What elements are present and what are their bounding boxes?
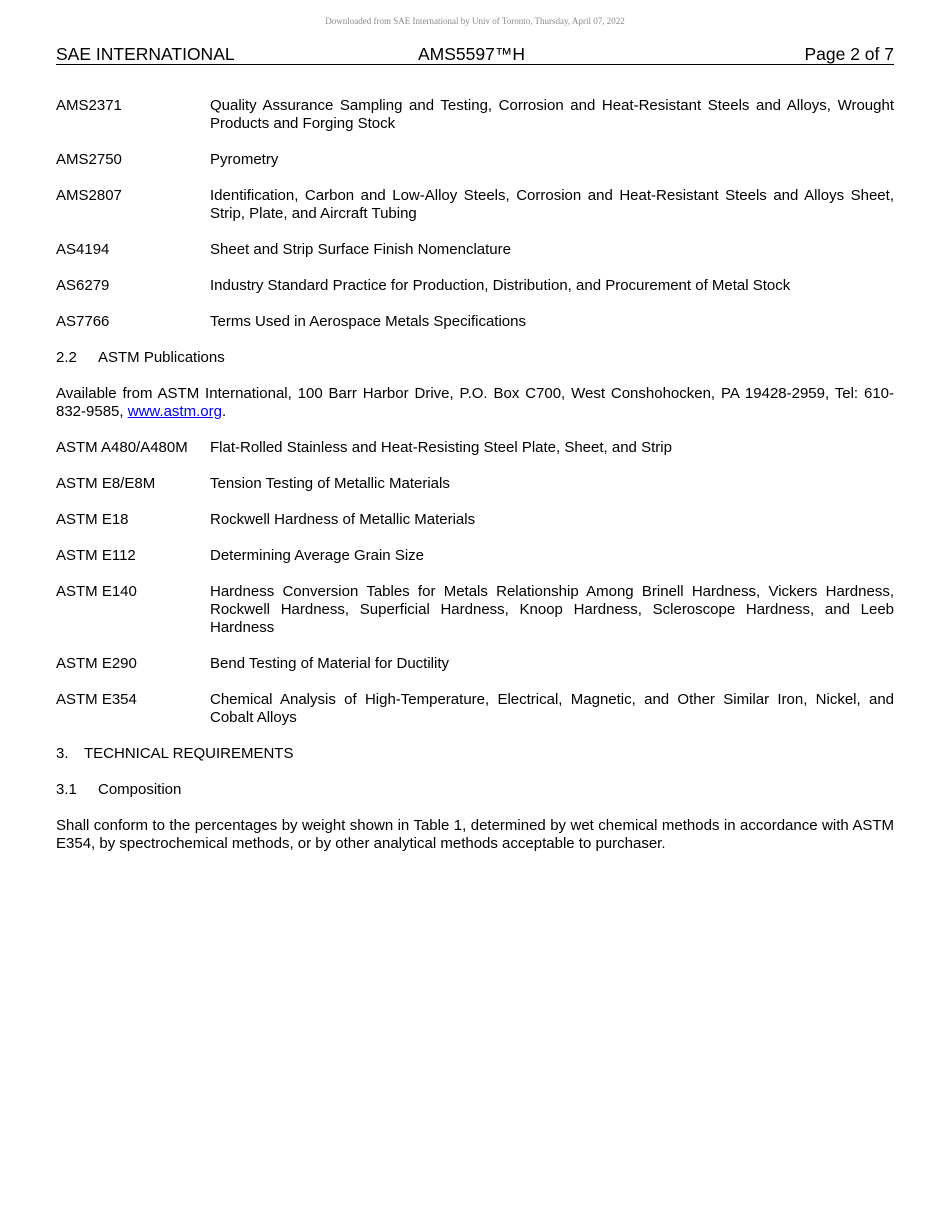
- astm-intro-end: .: [221, 403, 227, 420]
- reference-row: [56, 151, 894, 169]
- page-header: [56, 44, 894, 65]
- reference-title: Industry Standard Practice for Production, Distribution, and Procurement of Metal Stock: [210, 277, 791, 294]
- section-number: 3.1: [56, 781, 77, 798]
- document-body: [56, 97, 894, 871]
- reference-code: AS7766: [56, 313, 110, 330]
- header-publisher: SAE INTERNATIONAL: [56, 44, 235, 64]
- section-heading-composition: [56, 781, 894, 799]
- reference-row: [56, 241, 894, 259]
- astm-availability-paragraph: [56, 385, 894, 421]
- reference-code: AMS2371: [56, 97, 122, 114]
- reference-row: [56, 547, 894, 565]
- reference-code: ASTM E112: [56, 547, 136, 564]
- composition-paragraph: Shall conform to the percentages by weight shown in Table 1, determined by wet chemical methods in accordance with ASTM E354, by spectrochemical methods, or by other analytical methods acceptable to purchaser.: [56, 817, 894, 852]
- reference-title: Quality Assurance Sampling and Testing, Corrosion and Heat-Resistant Steels and Alloys, Wrought Products and Forging Stock: [210, 97, 894, 132]
- reference-row: [56, 313, 894, 331]
- section-heading-technical: [56, 745, 894, 763]
- reference-row: [56, 187, 894, 223]
- reference-row: [56, 97, 894, 133]
- reference-title: Flat-Rolled Stainless and Heat-Resisting Steel Plate, Sheet, and Strip: [210, 439, 672, 456]
- reference-code: ASTM E18: [56, 511, 129, 528]
- section-number: 2.2: [56, 349, 77, 366]
- reference-row: [56, 583, 894, 637]
- section-number: 3.: [56, 745, 69, 762]
- reference-title: Rockwell Hardness of Metallic Materials: [210, 511, 476, 528]
- reference-code: ASTM E8/E8M: [56, 475, 156, 492]
- reference-code: ASTM A480/A480M: [56, 439, 188, 456]
- section-title: TECHNICAL REQUIREMENTS: [84, 745, 294, 762]
- section-heading-astm: [56, 349, 894, 367]
- reference-row: [56, 475, 894, 493]
- header-page-number: Page 2 of 7: [804, 44, 894, 64]
- reference-row: [56, 511, 894, 529]
- reference-title: Determining Average Grain Size: [210, 547, 424, 564]
- astm-website-link[interactable]: www.astm.org: [127, 403, 222, 420]
- reference-row: [56, 277, 894, 295]
- reference-title: Hardness Conversion Tables for Metals Relationship Among Brinell Hardness, Vickers Hardness, Rockwell Hardness, Superficial Hardness, Knoop Hardness, Scleroscope Hardness, and Leeb Hardness: [210, 583, 894, 636]
- reference-code: AMS2750: [56, 151, 122, 168]
- reference-code: ASTM E354: [56, 691, 137, 708]
- reference-row: [56, 691, 894, 727]
- reference-title: Sheet and Strip Surface Finish Nomenclature: [210, 241, 511, 258]
- reference-code: AMS2807: [56, 187, 122, 204]
- reference-code: AS6279: [56, 277, 110, 294]
- reference-title: Identification, Carbon and Low-Alloy Steels, Corrosion and Heat-Resistant Steels and Alloys Sheet, Strip, Plate, and Aircraft Tubing: [210, 187, 894, 222]
- reference-code: ASTM E140: [56, 583, 137, 600]
- reference-row: [56, 439, 894, 457]
- astm-intro-text: Available from ASTM International, 100 Barr Harbor Drive, P.O. Box C700, West Conshohocken, PA 19428-2959, Tel: 610-832-9585,: [56, 385, 894, 420]
- section-title: ASTM Publications: [98, 349, 225, 366]
- reference-title: Tension Testing of Metallic Materials: [210, 475, 450, 492]
- reference-title: Bend Testing of Material for Ductility: [210, 655, 449, 672]
- reference-title: Terms Used in Aerospace Metals Specifications: [210, 313, 526, 330]
- reference-title: Pyrometry: [210, 151, 279, 168]
- section-title: Composition: [98, 781, 182, 798]
- reference-title: Chemical Analysis of High-Temperature, Electrical, Magnetic, and Other Similar Iron, Nickel, and Cobalt Alloys: [210, 691, 894, 726]
- reference-code: ASTM E290: [56, 655, 137, 672]
- download-watermark: Downloaded from SAE International by Univ of Toronto, Thursday, April 07, 2022: [325, 16, 625, 26]
- reference-code: AS4194: [56, 241, 110, 258]
- header-document-number: AMS5597™H: [418, 44, 525, 64]
- reference-row: [56, 655, 894, 673]
